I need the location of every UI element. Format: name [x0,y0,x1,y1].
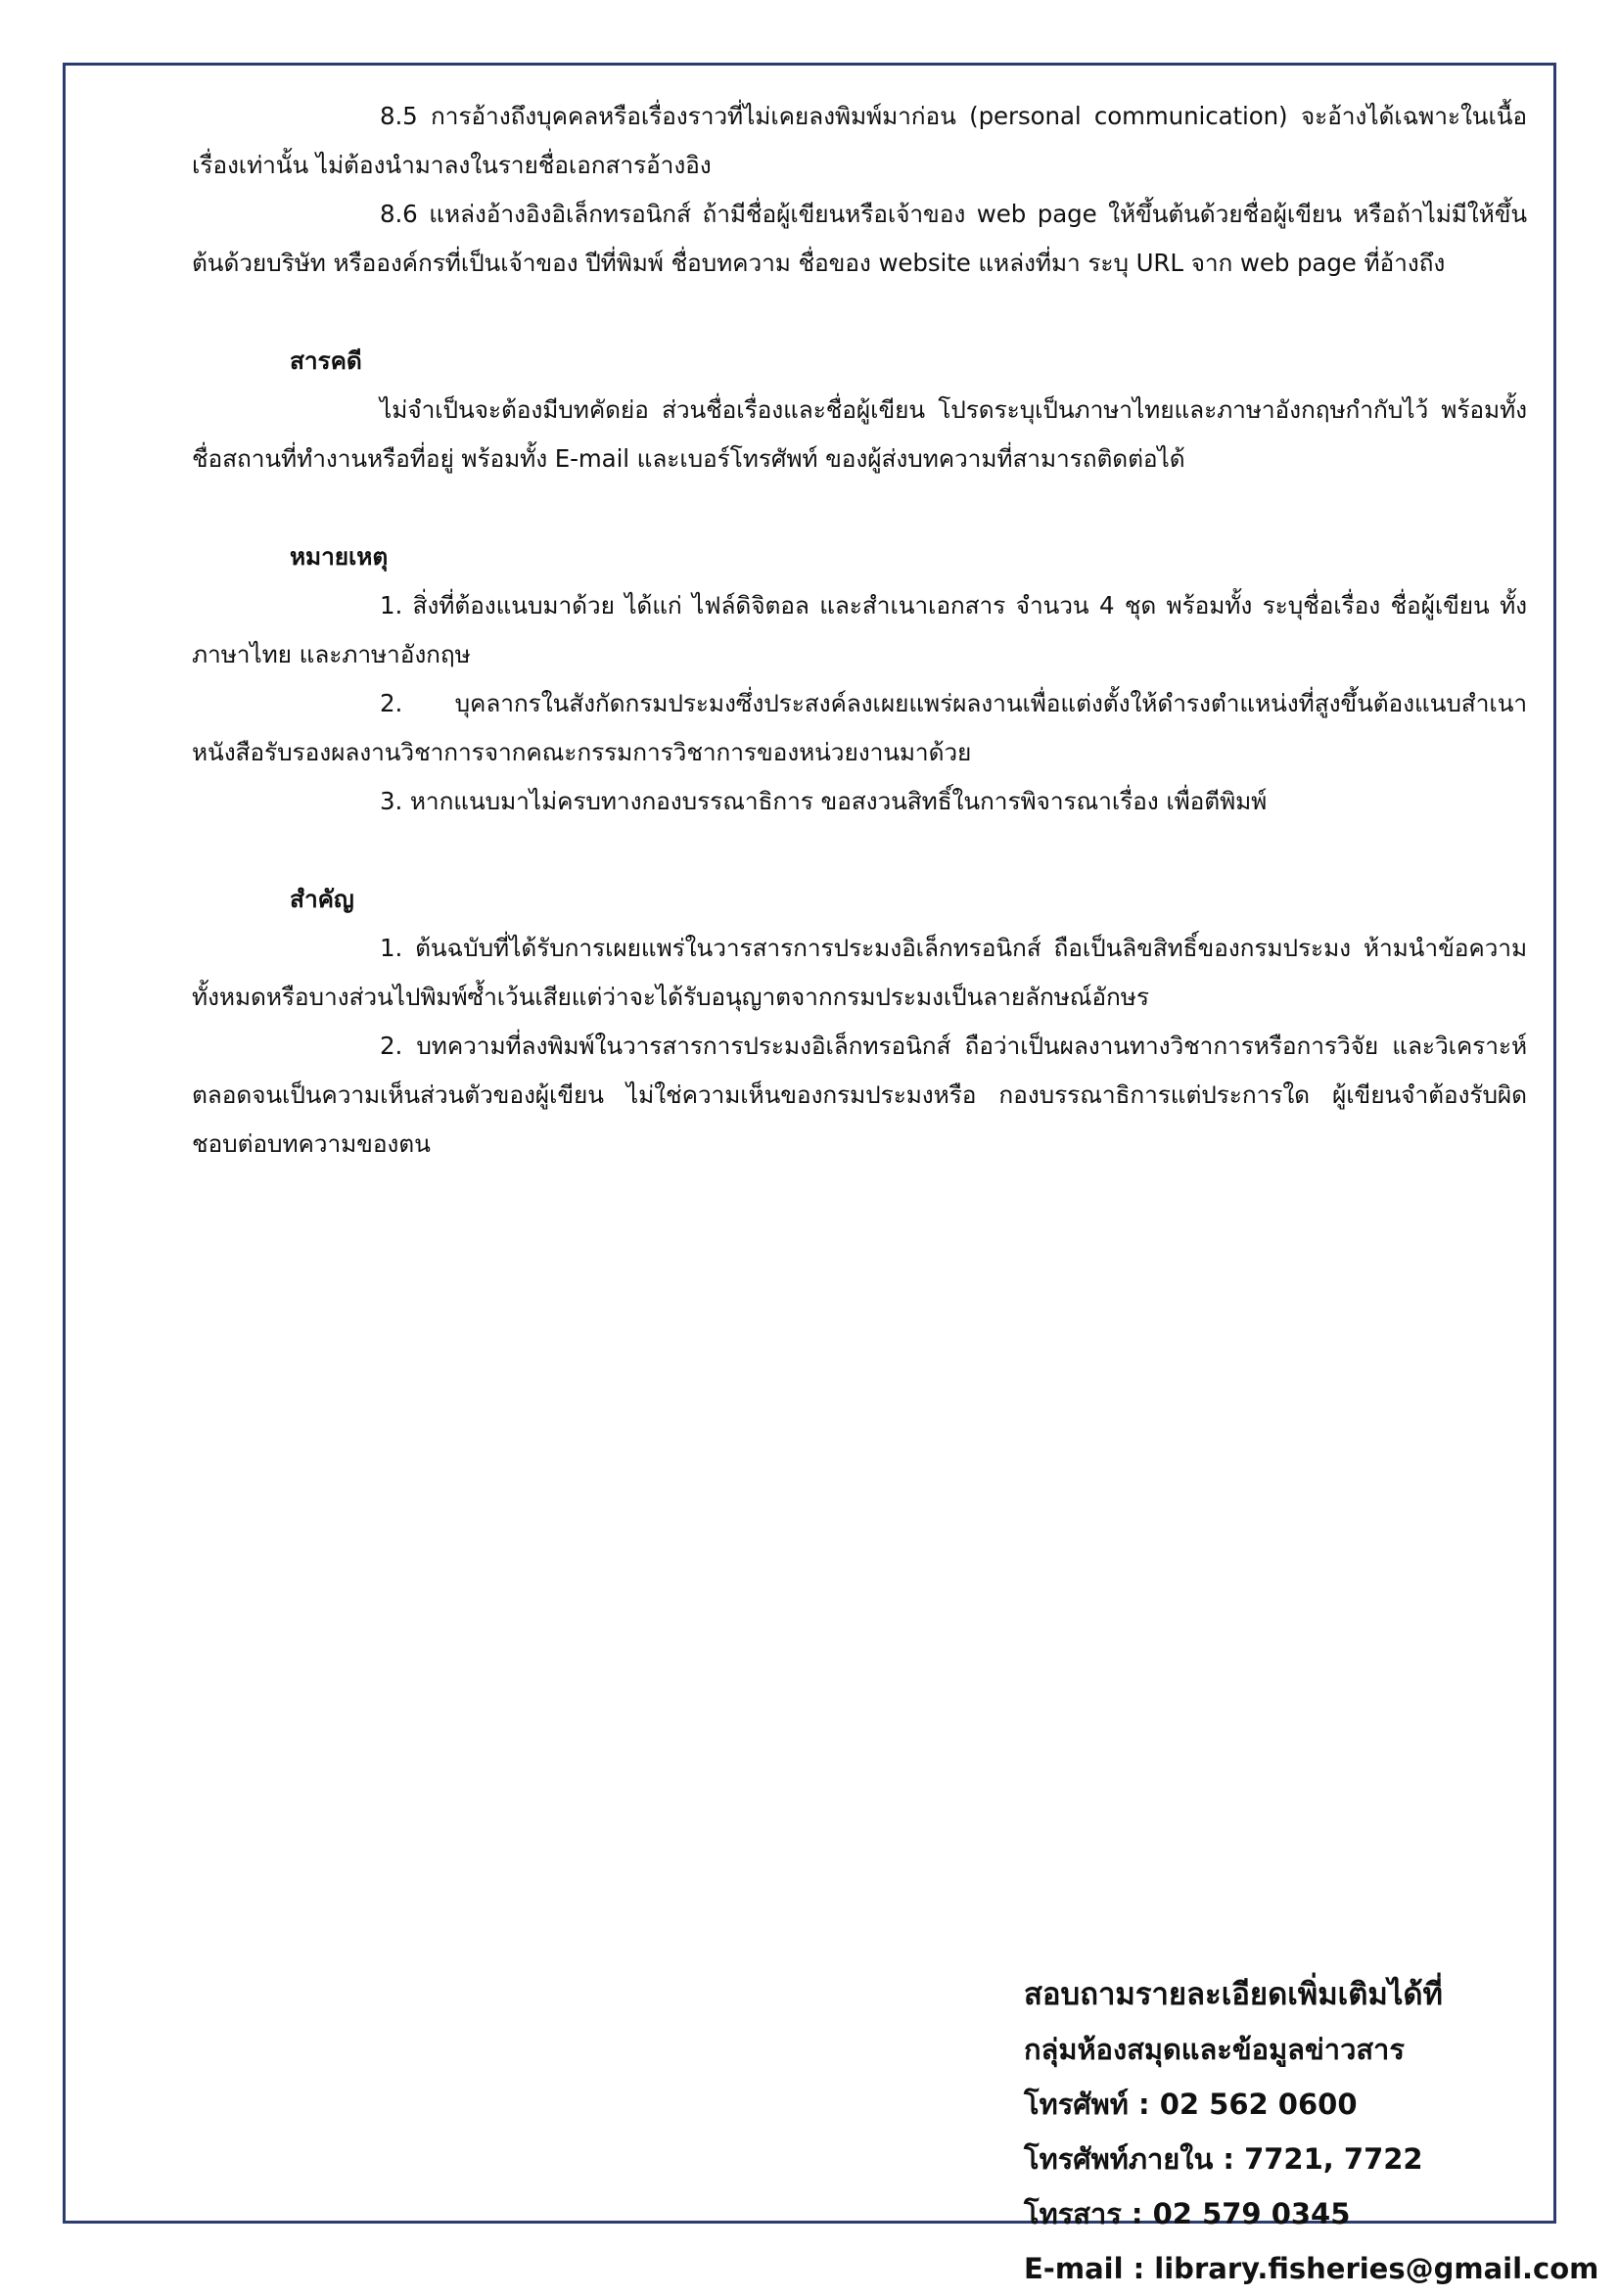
note-item-1: 1. สิ่งที่ต้องแนบมาด้วย ได้แก่ ไฟล์ดิจิตอล และสำเนาเอกสาร จำนวน 4 ชุด พร้อมทั้ง ระบุชื่อเรื่อง ชื่อผู้เขียน ทั้งภาษาไทย และภาษาอังกฤษ [192,591,1527,668]
important-heading: สำคัญ [290,885,354,913]
contact-fax: โทรสาร : 02 579 0345 [1024,2197,1351,2230]
document-body [192,92,1527,1169]
contact-title: สอบถามรายละเอียดเพิ่มเติมได้ที่ [1024,1977,1443,2012]
contact-extension: โทรศัพท์ภายใน : 7721, 7722 [1024,2142,1423,2176]
contact-phone: โทรศัพท์ : 02 562 0600 [1024,2088,1358,2121]
contact-unit: กลุ่มห้องสมุดและข้อมูลข่าวสาร [1024,2033,1405,2066]
contact-email: E-mail : library.fisheries@gmail.com [1024,2252,1599,2285]
sarakadee-heading: สารคดี [290,346,362,375]
important-item-1: 1. ต้นฉบับที่ได้รับการเผยแพร่ในวารสารการประมงอิเล็กทรอนิกส์ ถือเป็นลิขสิทธิ์ของกรมประมง ห้ามนำข้อความทั้งหมดหรือบางส่วนไปพิมพ์ซ้ำเว้นเสียแต่ว่าจะได้รับอนุญาตจากกรมประมงเป็นลายลักษณ์อักษร [192,934,1527,1011]
sarakadee-section [192,337,1527,483]
important-item-2: 2. บทความที่ลงพิมพ์ในวารสารการประมงอิเล็กทรอนิกส์ ถือว่าเป็นผลงานทางวิชาการหรือการวิจัย และวิเคราะห์ ตลอดจนเป็นความเห็นส่วนตัวของผู้เขียน ไม่ใช่ความเห็นของกรมประมงหรือ กองบรรณาธิการแต่ประการใด ผู้เขียนจำต้องรับผิดชอบต่อบทความของตน [192,1032,1527,1158]
note-item-2: 2. บุคลากรในสังกัดกรมประมงซึ่งประสงค์ลงเผยแพร่ผลงานเพื่อแต่งตั้งให้ดำรงตำแหน่งที่สูงขึ้นต้องแนบสำเนาหนังสือรับรองผลงานวิชาการจากคณะกรรมการวิชาการของหน่วยงานมาด้วย [192,689,1527,766]
important-section [192,875,1527,1169]
reference-rule-8-5: 8.5 การอ้างถึงบุคคลหรือเรื่องราวที่ไม่เคยลงพิมพ์มาก่อน (personal communication) จะอ้างได้เฉพาะในเนื้อเรื่องเท่านั้น ไม่ต้องนำมาลงในรายชื่อเอกสารอ้างอิง [192,102,1527,179]
notes-heading: หมายเหตุ [290,542,389,571]
sarakadee-body: ไม่จำเป็นจะต้องมีบทคัดย่อ ส่วนชื่อเรื่องและชื่อผู้เขียน โปรดระบุเป็นภาษาไทยและภาษาอังกฤษกำกับไว้ พร้อมทั้งชื่อสถานที่ทำงานหรือที่อยู่ พร้อมทั้ง E-mail และเบอร์โทรศัพท์ ของผู้ส่งบทความที่สามารถติดต่อได้ [192,395,1527,473]
reference-rule-8-6: 8.6 แหล่งอ้างอิงอิเล็กทรอนิกส์ ถ้ามีชื่อผู้เขียนหรือเจ้าของ web page ให้ขึ้นต้นด้วยชื่อผู้เขียน หรือถ้าไม่มีให้ขึ้นต้นด้วยบริษัท หรือองค์กรที่เป็นเจ้าของ ปีที่พิมพ์ ชื่อบทความ ชื่อของ website แหล่งที่มา ระบุ URL จาก web page ที่อ้างถึง [192,200,1527,277]
contact-block [1024,1967,1599,2296]
notes-section [192,532,1527,826]
note-item-3: 3. หากแนบมาไม่ครบทางกองบรรณาธิการ ขอสงวนสิทธิ์ในการพิจารณาเรื่อง เพื่อตีพิมพ์ [380,787,1268,815]
